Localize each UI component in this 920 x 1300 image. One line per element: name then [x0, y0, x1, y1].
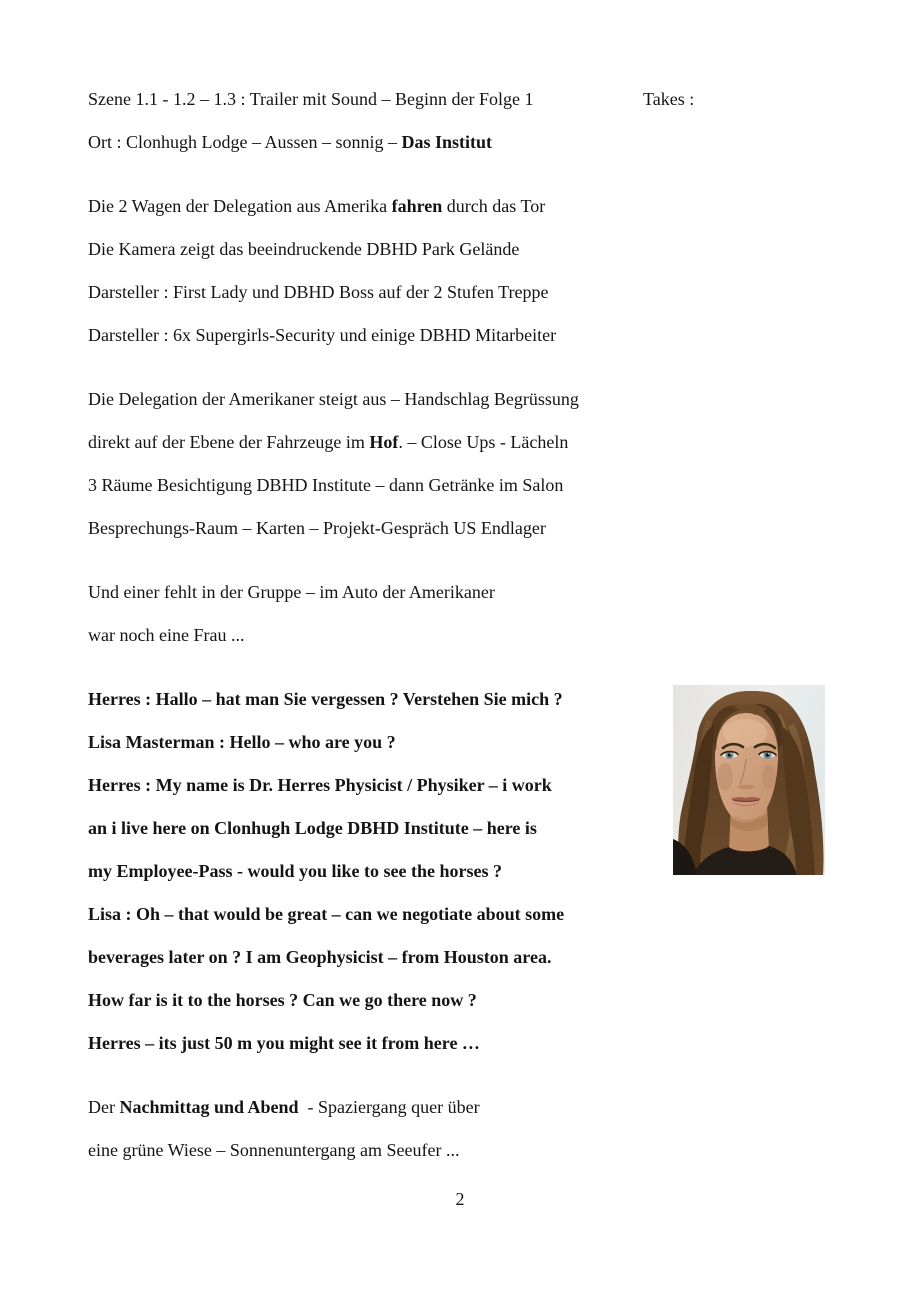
text-line — [88, 378, 698, 421]
text-segment: Die Kamera zeigt das beeindruckende DBHD Park Gelände — [88, 239, 520, 259]
portrait-woman-illustration — [673, 685, 825, 875]
text-segment: . – Close Ups - Lächeln — [398, 432, 569, 452]
bold-text-segment: an i live here on Clonhugh Lodge DBHD Institute – here is — [88, 818, 537, 838]
page-number: 2 — [455, 1189, 465, 1209]
text-line — [88, 571, 698, 614]
bold-text-segment: Lisa Masterman : Hello – who are you ? — [88, 732, 396, 752]
document-body — [88, 78, 698, 1193]
bold-text-segment: beverages later on ? I am Geophysicist – from Houston area. — [88, 947, 552, 967]
text-line — [88, 464, 698, 507]
text-line — [88, 78, 698, 121]
text-segment: Die 2 Wagen der Delegation aus Amerika — [88, 196, 392, 216]
paragraph-action-greeting — [88, 378, 698, 550]
text-segment: Die Delegation der Amerikaner steigt aus – Handschlag Begrüssung — [88, 389, 579, 409]
text-line — [88, 936, 698, 979]
paragraph-scene-heading — [88, 78, 698, 164]
portrait-photo — [673, 685, 825, 875]
text-line — [88, 721, 698, 764]
text-segment: Darsteller : First Lady und DBHD Boss auf der 2 Stufen Treppe — [88, 282, 549, 302]
text-line — [88, 507, 698, 550]
text-segment: Der — [88, 1097, 120, 1117]
text-line — [88, 850, 698, 893]
takes-label: Takes : — [643, 89, 695, 109]
bold-text-segment: Das Institut — [401, 132, 493, 152]
text-line — [88, 185, 698, 228]
text-line — [88, 121, 698, 164]
text-segment: 3 Räume Besichtigung DBHD Institute – dann Getränke im Salon — [88, 475, 564, 495]
text-line — [88, 979, 698, 1022]
text-line — [88, 614, 698, 657]
text-line — [88, 678, 698, 721]
text-line — [88, 764, 698, 807]
bold-text-segment: my Employee-Pass - would you like to see the horses ? — [88, 861, 502, 881]
text-line — [88, 807, 698, 850]
text-segment: eine grüne Wiese – Sonnenuntergang am Seeufer ... — [88, 1140, 460, 1160]
text-segment: Und einer fehlt in der Gruppe – im Auto der Amerikaner — [88, 582, 495, 602]
text-segment: Ort : Clonhugh Lodge – Aussen – sonnig – — [88, 132, 402, 152]
bold-text-segment: How far is it to the horses ? Can we go there now ? — [88, 990, 477, 1010]
text-segment: durch das Tor — [442, 196, 546, 216]
bold-text-segment: Hof — [369, 432, 399, 452]
bold-text-segment: Nachmittag und Abend — [119, 1097, 299, 1117]
text-line — [88, 314, 698, 357]
paragraph-action-missing-person — [88, 571, 698, 657]
bold-text-segment: Herres : Hallo – hat man Sie vergessen ? Verstehen Sie mich ? — [88, 689, 563, 709]
text-line — [88, 893, 698, 936]
text-segment: Darsteller : 6x Supergirls-Security und einige DBHD Mitarbeiter — [88, 325, 557, 345]
text-line — [88, 1086, 698, 1129]
paragraph-action-evening — [88, 1086, 698, 1172]
paragraph-action-arrival — [88, 185, 698, 357]
text-segment: Szene 1.1 - 1.2 – 1.3 : Trailer mit Sound – Beginn der Folge 1 — [88, 89, 534, 109]
text-segment: direkt auf der Ebene der Fahrzeuge im — [88, 432, 370, 452]
text-line — [88, 271, 698, 314]
text-line — [88, 421, 698, 464]
text-line — [88, 1129, 698, 1172]
text-segment: - Spaziergang quer über — [298, 1097, 480, 1117]
bold-text-segment: fahren — [391, 196, 443, 216]
bold-text-segment: Herres : My name is Dr. Herres Physicist / Physiker – i work — [88, 775, 552, 795]
text-segment: Besprechungs-Raum – Karten – Projekt-Gespräch US Endlager — [88, 518, 546, 538]
text-segment: war noch eine Frau ... — [88, 625, 245, 645]
bold-text-segment: Lisa : Oh – that would be great – can we negotiate about some — [88, 904, 565, 924]
bold-text-segment: Herres – its just 50 m you might see it from here … — [88, 1033, 480, 1053]
text-line — [88, 1022, 698, 1065]
paragraph-dialogue — [88, 678, 698, 1065]
text-line — [88, 228, 698, 271]
